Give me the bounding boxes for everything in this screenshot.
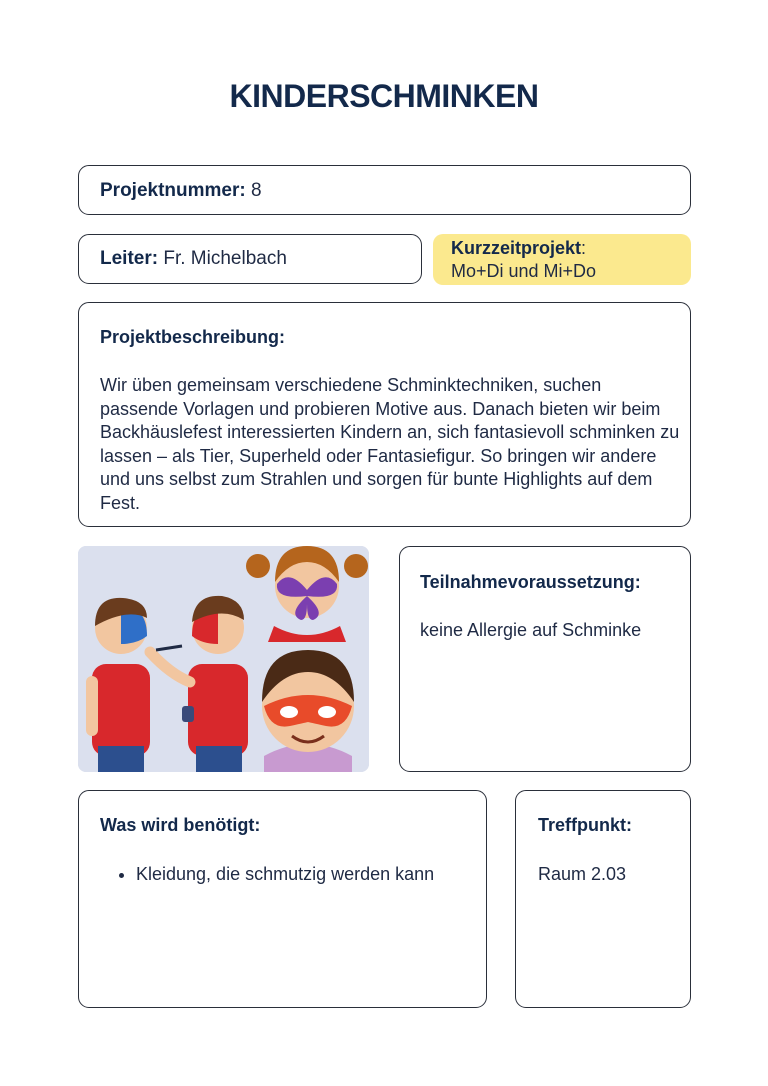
needs-list-item: • Kleidung, die schmutzig werden kann <box>136 862 466 886</box>
duration-value: Mo+Di und Mi+Do <box>451 261 597 281</box>
leader-value: Fr. Michelbach <box>163 248 287 269</box>
needs-heading: Was wird benötigt: <box>100 815 261 835</box>
project-number-label: Projektnummer: <box>100 180 246 201</box>
meeting-point-heading: Treffpunkt: <box>538 815 632 835</box>
description-heading: Projektbeschreibung: <box>100 327 286 347</box>
meeting-point-text: Raum 2.03 <box>538 864 627 884</box>
requirements-text: keine Allergie auf Schminke <box>420 620 642 640</box>
leader-label: Leiter: <box>100 248 159 269</box>
requirements-heading: Teilnahmevoraussetzung: <box>420 572 641 592</box>
duration-label: Kurzzeitprojekt <box>451 238 582 258</box>
face-painting-illustration <box>78 546 369 772</box>
page-title: KINDERSCHMINKEN <box>229 78 539 114</box>
project-number-row <box>100 180 262 202</box>
description-text: Wir üben gemeinsam verschiedene Schminktechniken, suchen passende Vorlagen und probieren Motive aus. Danach bieten wir beim Backhäuslefest interessierten Kindern an, sich fantasievoll schminken zu lassen – als Tier, Superheld oder Fantasiefigur. So bringen wir andere und uns selbst zum Strahlen und sorgen für bunte Highlights auf dem Fest. <box>100 375 680 513</box>
project-number-value: 8 <box>250 180 262 201</box>
duration-colon: : <box>581 238 587 258</box>
leader-row <box>100 248 287 270</box>
duration-badge <box>433 234 691 285</box>
needs-list <box>110 862 466 886</box>
face-painting-children-illustration-icon <box>78 546 369 772</box>
